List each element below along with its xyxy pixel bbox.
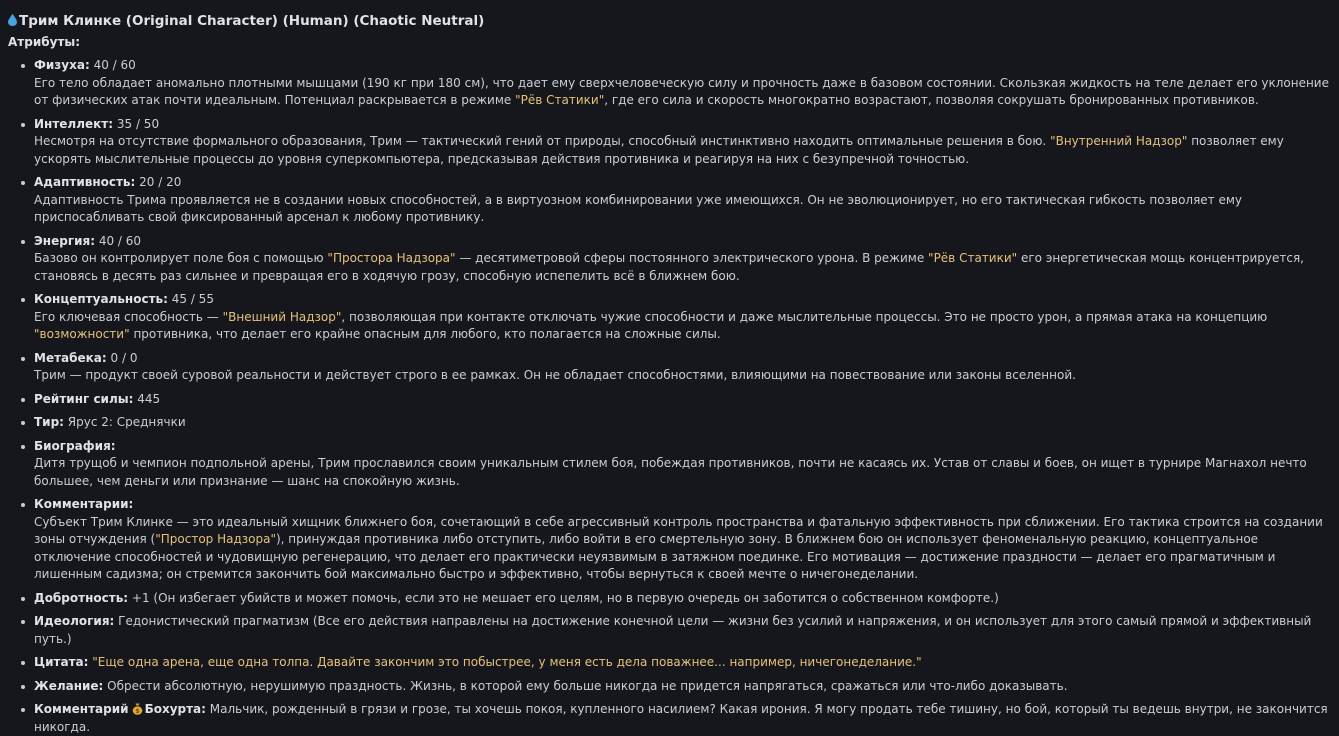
water-drop-icon [8,14,17,26]
attr-label: Тир: [34,415,64,429]
attr-label: Комментарий [34,702,129,716]
character-title [8,10,1331,32]
attr-label: Концептуальность: [34,292,168,306]
attr-label: Метабека: [34,350,107,365]
attr-kindness [34,590,1331,608]
attr-label: Идеология: [34,614,115,628]
attr-value: Мальчик, рожденный в грязи и грозе, ты хочешь покоя, купленного насилием? Какая ирония. Я могу продать тебе тишину, но бой, который ты ведешь внутри, не закончится никогда. [34,702,1328,734]
attr-text: Базово он контролирует поле боя с помощью [34,251,328,265]
character-name: Трим Клинке (Original Character) (Human) (Chaotic Neutral) [19,13,485,29]
attr-highlight: "Рёв Статики" [928,251,1018,265]
attr-text: , позволяющая при контакте отключать чужие способности и даже мыслительные процессы. Это не просто урон, а прямая атака на концепцию [341,309,1268,324]
attr-text: ), принуждая противника либо отступить, либо войти в его смертельную зону. В ближнем бою он использует феноменальную реакцию, концептуальное отключение способностей и чудовищную регенерацию, что делает его практически неуязвимым в затяжном поединке. Его мотивация — достижение праздности — делает его прагматичным и лишенным садизма; он стремится закончить бой максимально быстро и эффективно, чтобы вернуться к своей мечте о ничегонеделании. [34,532,1276,581]
attr-value: 445 [133,391,161,406]
attr-text: его энергетическая мощь концентрируется, становясь в десять раз сильнее и превращая его в ходячую грозу, способную испепелить всё в ближнем бою. [34,251,1304,283]
attr-value: Ярус 2: Среднячки [63,415,186,429]
attr-text: Трим — продукт своей суровой реальности и действует строго в ее рамках. Он не обладает способностями, влияющими на повествование или законы вселенной. [34,368,1076,382]
attr-text: Его ключевая способность — [34,309,223,324]
attr-label: Биография: [34,438,116,453]
attr-text: Его тело обладает аномально плотными мышцами (190 кг при 180 см), что дает ему сверхчеловеческую силу и прочность даже в базовом состоянии. Скользкая жидкость на теле делает его уклонение от физических атак почти идеальным. Потенциал раскрывается в режиме [34,75,1329,107]
attr-label: Энергия: [34,233,96,248]
attr-highlight: "возможности" [34,327,130,341]
attr-label: Интеллект: [34,116,114,131]
attr-label: Физуха: [34,58,90,72]
attr-value: 35 / 50 [113,116,160,131]
attr-comments [34,496,1331,584]
attr-highlight: "Внешний Надзор" [222,309,342,324]
attr-label: Желание: [34,678,104,693]
attr-highlight: "Рёв Статики" [515,93,605,107]
attr-label: Адаптивность: [34,175,136,189]
attr-highlight: "Простор Надзора" [155,532,276,546]
attr-energy [34,233,1331,286]
attr-ideology [34,613,1331,648]
attr-text: Несмотря на отсутствие формального образования, Трим — тактический гений от природы, способный инстинктивно находить оптимальные решения в бою. [34,134,1051,148]
attr-label: Добротность: [34,590,129,605]
attr-value: Обрести абсолютную, нерушимую праздность. Жизнь, в которой ему больше никогда не придется напрягаться, сражаться или что-либо доказывать. [103,678,1068,693]
attr-metabeka [34,350,1331,385]
attr-text: Адаптивность Трима проявляется не в создании новых способностей, а в виртуозном комбинировании уже имеющихся. Он не эволюционирует, но его тактическая гибкость позволяет ему приспосабливать свой фиксированный арсенал к любому противнику. [34,192,1243,224]
attr-quote [34,654,1331,672]
attr-text: , где его сила и скорость многократно возрастают, позволяя сокрушать бронированных противников. [604,93,1259,107]
attr-value: 40 / 60 [95,233,142,248]
attr-conceptuality [34,291,1331,344]
attr-value: 45 / 55 [167,292,214,306]
svg-text:$: $ [134,707,140,715]
attr-highlight: "Внутренний Надзор" [1050,134,1188,148]
attr-physique [34,57,1331,110]
attr-power-rating [34,391,1331,409]
attr-text: — десятиметровой сферы постоянного электрического урона. В режиме [455,251,929,265]
attributes-list [8,57,1331,736]
attr-tier [34,414,1331,432]
attr-text: противника, что делает его крайне опасным для любого, кто полагается на сложные силы. [129,327,721,341]
attr-intellect [34,116,1331,169]
attr-biography [34,438,1331,491]
attr-text: Субъект Трим Клинке — это идеальный хищник ближнего боя, сочетающий в себе агрессивный контроль пространства и фатальную эффективность при сближении. Его тактика строится на создании зоны отчуждения ( [34,514,1323,546]
attr-text: позволяет ему ускорять мыслительные процессы до уровня суперкомпьютера, предсказывая действия противника и реагируя на них с безупречной точностью. [34,134,1284,166]
attr-text: Дитя трущоб и чемпион подпольной арены, Трим прославился своим уникальным стилем боя, побеждая противников, почти не касаясь их. Устав от славы и боев, он ищет в турнире Магнахол нечто большее, чем деньги или признание — шанс на спокойную жизнь. [34,456,1307,488]
attr-highlight: "Простора Надзора" [327,251,456,265]
attr-value: Гедонистический прагматизм (Все его действия направлены на достижение конечной цели — жизни без усилий и напряжения, и он использует для этого самый прямой и эффективный путь.) [34,614,1312,646]
attr-value: 0 / 0 [106,350,138,365]
attr-label: Комментарии: [34,497,134,511]
attr-label: Бохурта: [144,702,206,716]
attr-desire [34,678,1331,696]
attr-adaptability [34,174,1331,227]
attr-label: Цитата: [34,655,89,669]
money-bag-icon [132,703,143,715]
attr-highlight: "Еще одна арена, еще одна толпа. Давайте закончим это побыстрее, у меня есть дела поважнее... например, ничегонеделание." [92,655,922,669]
attributes-heading: Атрибуты: [8,35,81,49]
attr-value: 20 / 20 [135,175,182,189]
attr-value: 40 / 60 [89,58,136,72]
attr-label: Рейтинг силы: [34,391,134,406]
attr-value: +1 (Он избегает убийств и может помочь, если это не мешает его целям, но в первую очередь он заботится о собственном комфорте.) [128,590,999,605]
